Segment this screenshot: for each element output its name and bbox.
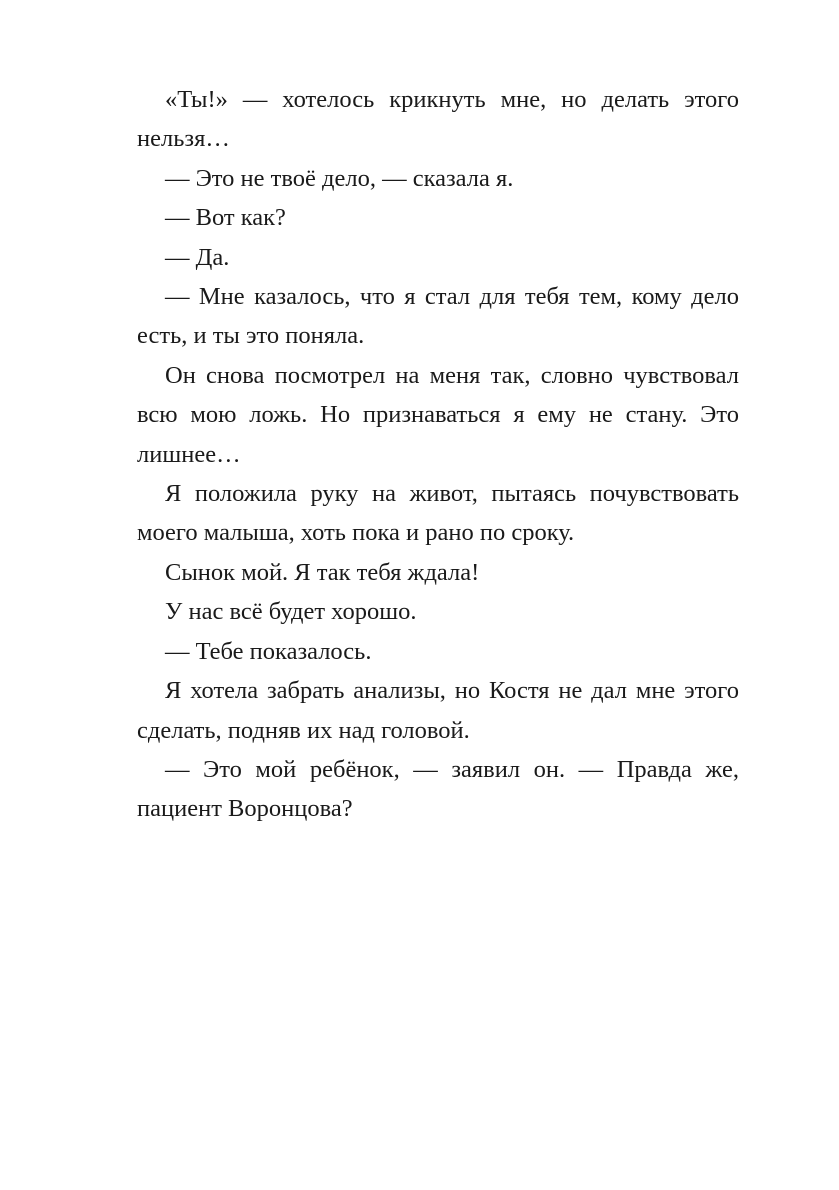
paragraph: Он снова посмотрел на меня так, словно чувствовал всю мою ложь. Но признаваться я ему не стану. Это лишнее… xyxy=(137,361,739,468)
paragraph: — Вот как? xyxy=(165,204,286,232)
paragraph: Я хотела забрать анализы, но Костя не дал мне этого сделать, подняв их над головой. xyxy=(137,677,739,744)
paragraph: — Мне казалось, что я стал для тебя тем, кому дело есть, и ты это поняла. xyxy=(137,283,739,350)
paragraph: «Ты!» — хотелось крикнуть мне, но делать этого нельзя… xyxy=(137,86,739,153)
paragraph: — Это мой ребёнок, — заявил он. — Правда же, пациент Воронцова? xyxy=(137,755,739,823)
paragraph: Я положила руку на живот, пытаясь почувствовать моего малыша, хоть пока и рано по сроку. xyxy=(137,480,739,547)
paragraph: — Да. xyxy=(165,243,230,271)
paragraph: У нас всё будет хорошо. xyxy=(165,598,417,626)
body-text xyxy=(137,80,739,829)
paragraph: — Тебе показалось. xyxy=(165,637,372,665)
paragraph: Сынок мой. Я так тебя ждала! xyxy=(165,558,480,586)
paragraph: — Это не твоё дело, — сказала я. xyxy=(165,164,514,192)
